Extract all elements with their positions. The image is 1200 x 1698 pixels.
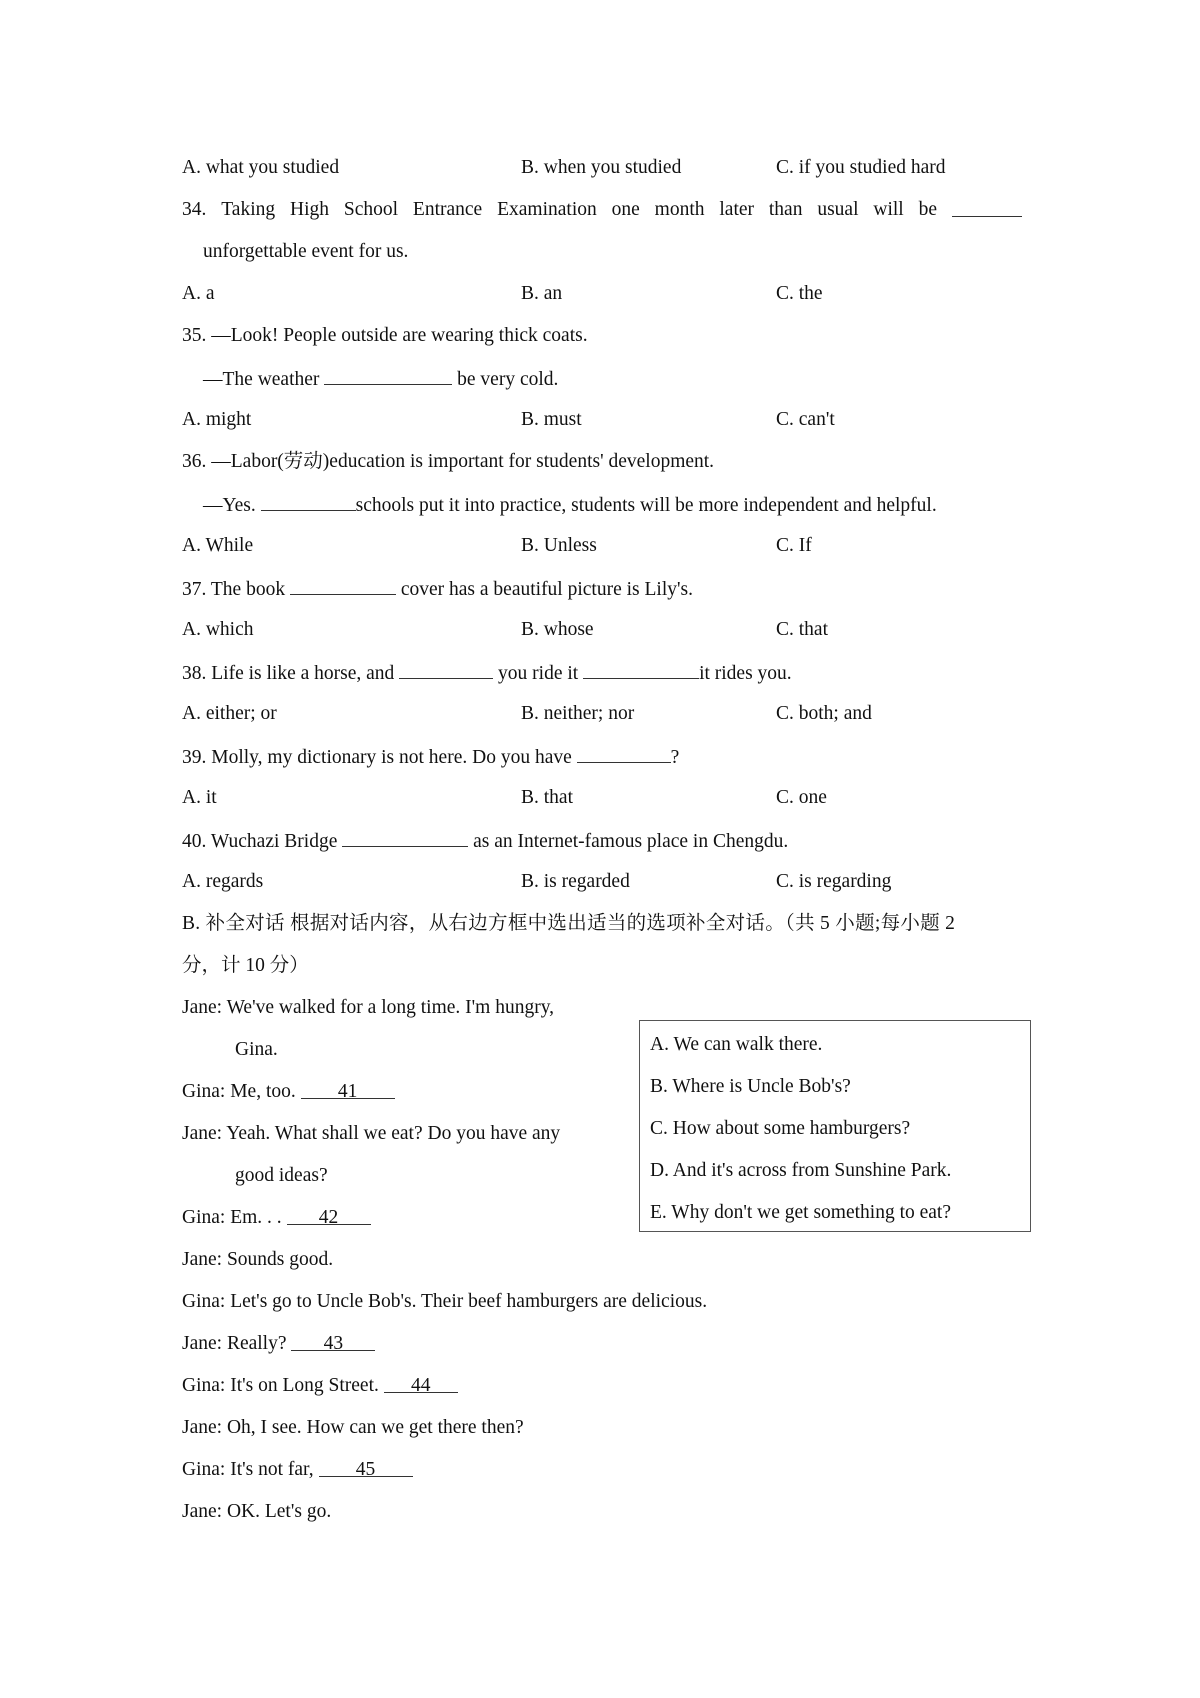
blank-44[interactable]: 44 (384, 1374, 458, 1393)
q39-answer-blank[interactable] (577, 744, 671, 763)
dialogue-text: Gina: Em. . . (182, 1207, 282, 1228)
q34-word: Entrance (412, 199, 483, 220)
q39-option-b: B. that (521, 787, 573, 808)
q33-option-a: A. what you studied (182, 157, 340, 178)
blank-43[interactable]: 43 (291, 1332, 375, 1351)
dialogue-line-1-cont: Gina. (235, 1039, 278, 1060)
q37-option-c: C. that (776, 619, 828, 640)
options-box (639, 1020, 1031, 1232)
dialogue-line-5: Jane: Sounds good. (182, 1249, 334, 1270)
box-option-a: A. We can walk there. (650, 1034, 823, 1055)
q38-answer-blank-2[interactable] (583, 660, 699, 679)
box-option-b: B. Where is Uncle Bob's? (650, 1076, 851, 1097)
q35-stem-line1: 35. —Look! People outside are wearing thick coats. (182, 325, 588, 346)
q40-option-a: A. regards (182, 871, 264, 892)
q34-word: will (873, 199, 904, 220)
section-b-instruction-line2: 分，计 10 分） (182, 955, 309, 976)
q38-stem (182, 660, 792, 686)
dialogue-line-10 (182, 1458, 413, 1482)
q38-text-post: it rides you. (699, 663, 792, 684)
q34-stem-line1 (182, 198, 1022, 222)
q34-word: one (611, 199, 640, 220)
q35-text-post: be very cold. (457, 369, 559, 390)
q34-word: Taking (221, 199, 276, 220)
box-option-e: E. Why don't we get something to eat? (650, 1202, 952, 1223)
q35-stem-line2 (203, 366, 558, 392)
dialogue-text: Gina: Me, too. (182, 1081, 296, 1102)
q36-option-a: A. While (182, 535, 254, 556)
q38-answer-blank-1[interactable] (399, 660, 493, 679)
q35-option-b: B. must (521, 409, 582, 430)
q39-text-pre: 39. Molly, my dictionary is not here. Do you have (182, 747, 572, 768)
q34-answer-blank[interactable] (952, 198, 1022, 217)
q38-option-a: A. either; or (182, 703, 277, 724)
dialogue-line-9: Jane: Oh, I see. How can we get there then? (182, 1417, 524, 1438)
q40-stem (182, 828, 788, 854)
q40-text-pre: 40. Wuchazi Bridge (182, 831, 338, 852)
blank-42[interactable]: 42 (287, 1206, 371, 1225)
q33-option-b: B. when you studied (521, 157, 682, 178)
q36-option-b: B. Unless (521, 535, 597, 556)
q37-stem (182, 576, 693, 602)
q37-answer-blank[interactable] (290, 576, 396, 595)
q39-text-post: ? (670, 747, 680, 768)
q34-word: Examination (497, 199, 597, 220)
dialogue-line-6: Gina: Let's go to Uncle Bob's. Their beef hamburgers are delicious. (182, 1291, 708, 1312)
q35-answer-blank[interactable] (324, 366, 452, 385)
dialogue-text: Gina: It's not far, (182, 1459, 314, 1480)
dialogue-text: Jane: Really? (182, 1333, 287, 1354)
section-b-instruction-line1: B. 补全对话 根据对话内容，从右边方框中选出适当的选项补全对话。（共 5 小题;每小题 2 (182, 913, 956, 934)
q40-answer-blank[interactable] (342, 828, 468, 847)
q37-text-pre: 37. The book (182, 579, 286, 600)
q36-answer-blank[interactable] (261, 492, 356, 511)
q38-text-pre: 38. Life is like a horse, and (182, 663, 395, 684)
dialogue-line-7 (182, 1332, 375, 1356)
q40-option-b: B. is regarded (521, 871, 630, 892)
dialogue-line-3-cont: good ideas? (235, 1165, 328, 1186)
dialogue-line-3: Jane: Yeah. What shall we eat? Do you have any (182, 1123, 561, 1144)
blank-45[interactable]: 45 (319, 1458, 413, 1477)
dialogue-line-2 (182, 1080, 395, 1104)
q38-text-mid: you ride it (498, 663, 579, 684)
q36-text-pre: —Yes. (203, 495, 256, 516)
q33-option-c: C. if you studied hard (776, 157, 946, 178)
q37-option-a: A. which (182, 619, 254, 640)
dialogue-line-4 (182, 1206, 371, 1230)
q34-word: month (654, 199, 705, 220)
q34-word: School (343, 199, 399, 220)
dialogue-line-8 (182, 1374, 458, 1398)
dialogue-text: Gina: It's on Long Street. (182, 1375, 379, 1396)
q34-option-b: B. an (521, 283, 563, 304)
q40-option-c: C. is regarding (776, 871, 892, 892)
q38-option-b: B. neither; nor (521, 703, 635, 724)
q34-word: High (290, 199, 329, 220)
q36-option-c: C. If (776, 535, 812, 556)
q34-option-a: A. a (182, 283, 215, 304)
box-option-d: D. And it's across from Sunshine Park. (650, 1160, 952, 1181)
q39-option-a: A. it (182, 787, 217, 808)
q34-stem-line2: unforgettable event for us. (203, 241, 409, 262)
q36-text-post: schools put it into practice, students will be more independent and helpful. (355, 495, 937, 516)
q39-stem (182, 744, 679, 770)
q35-option-a: A. might (182, 409, 252, 430)
q34-option-c: C. the (776, 283, 823, 304)
blank-41[interactable]: 41 (301, 1080, 395, 1099)
q40-text-post: as an Internet-famous place in Chengdu. (473, 831, 789, 852)
q38-option-c: C. both; and (776, 703, 872, 724)
q36-stem-line2 (203, 492, 937, 518)
box-option-c: C. How about some hamburgers? (650, 1118, 911, 1139)
q35-text-pre: —The weather (203, 369, 320, 390)
q34-word: than (768, 199, 803, 220)
dialogue-line-1: Jane: We've walked for a long time. I'm hungry, (182, 997, 555, 1018)
q34-word: be (918, 199, 938, 220)
q37-text-post: cover has a beautiful picture is Lily's. (400, 579, 693, 600)
q34-word: usual (817, 199, 859, 220)
q35-option-c: C. can't (776, 409, 835, 430)
dialogue-line-11: Jane: OK. Let's go. (182, 1501, 332, 1522)
q37-option-b: B. whose (521, 619, 594, 640)
q36-stem-line1: 36. —Labor(劳动)education is important for students' development. (182, 451, 715, 472)
q39-option-c: C. one (776, 787, 827, 808)
q34-word: 34. (182, 199, 207, 220)
q34-word: later (719, 199, 755, 220)
